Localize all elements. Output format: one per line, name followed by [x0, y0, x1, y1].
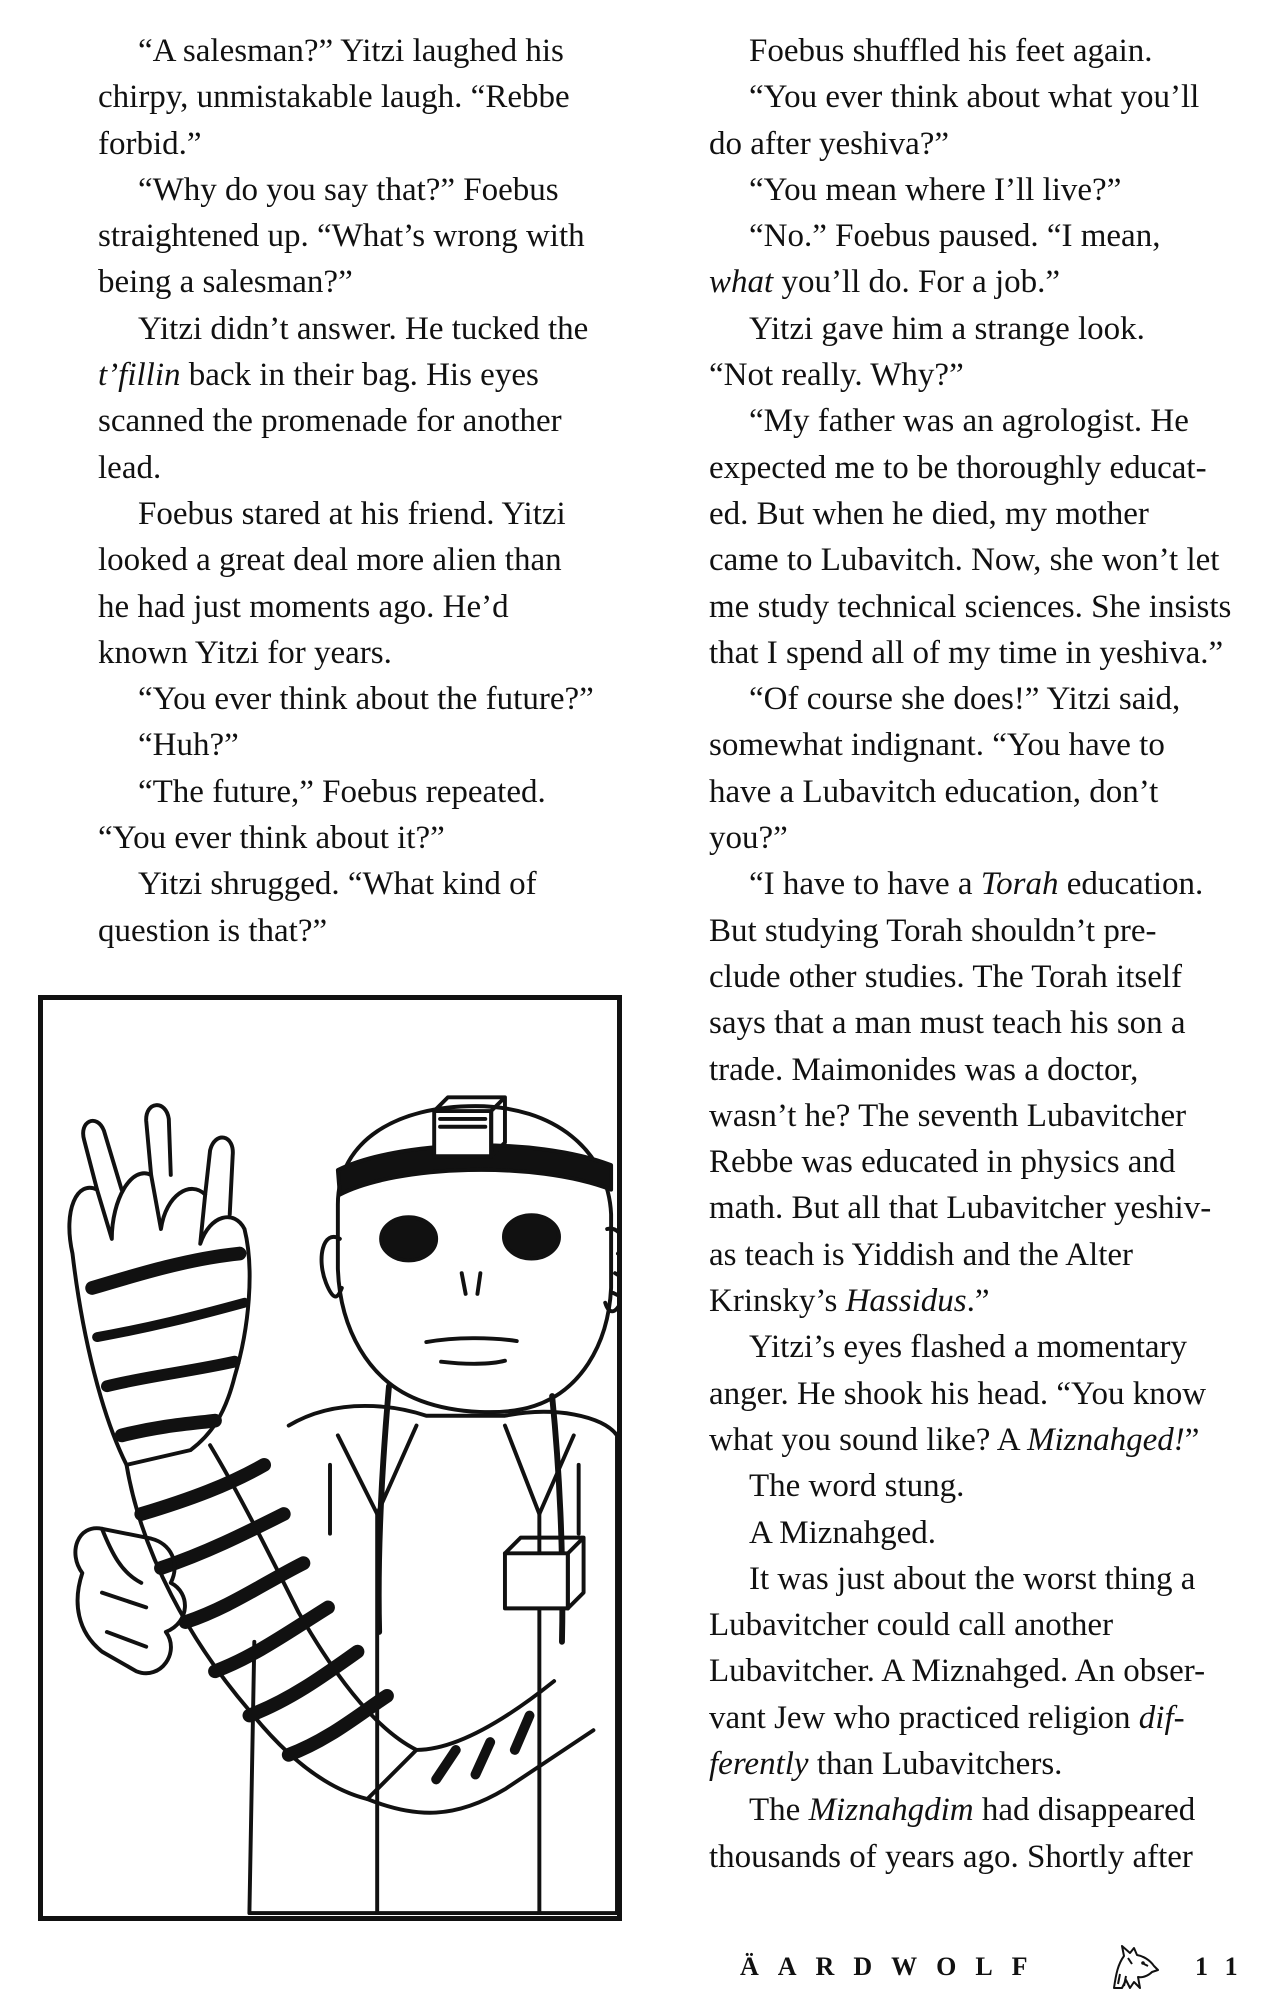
text-run: forbid.” — [98, 125, 202, 162]
text-run: “You ever think about it?” — [98, 820, 445, 857]
text-line — [709, 1463, 1249, 1509]
text-run: “The future,” Foebus repeated. — [138, 773, 546, 810]
arm-tefillin-box — [505, 1553, 568, 1608]
text-run: education. — [1058, 866, 1204, 903]
text-line — [709, 1371, 1249, 1417]
text-run: question is that?” — [98, 912, 328, 949]
text-line — [709, 861, 1249, 907]
text-run: Yitzi gave him a strange look. — [749, 310, 1145, 347]
text-run: “You mean where I’ll live?” — [749, 171, 1122, 208]
italic-text: ferently — [709, 1745, 809, 1782]
text-run: wasn’t he? The seventh Lubavitcher — [709, 1097, 1187, 1134]
text-line — [98, 584, 658, 630]
text-run: known Yitzi for years. — [98, 634, 392, 671]
text-line — [709, 1417, 1249, 1463]
text-line — [98, 74, 658, 120]
text-line — [709, 1510, 1249, 1556]
text-run: scanned the promenade for another — [98, 403, 562, 440]
text-run: being a salesman?” — [98, 264, 353, 301]
text-line — [98, 861, 658, 907]
text-run: A Miznahged. — [749, 1514, 936, 1551]
text-run: ed. But when he died, my mother — [709, 495, 1149, 532]
text-run: do after yeshiva?” — [709, 125, 950, 162]
text-run: trade. Maimonides was a doctor, — [709, 1051, 1139, 1088]
text-run: you?” — [709, 820, 788, 857]
text-line — [98, 445, 658, 491]
text-run: “Not really. Why?” — [709, 357, 964, 394]
text-line — [709, 676, 1249, 722]
text-run: clude other studies. The Torah itself — [709, 958, 1183, 995]
paragraph — [709, 1510, 1249, 1556]
paragraph — [709, 213, 1249, 306]
text-line — [709, 306, 1249, 352]
text-line — [709, 1741, 1249, 1787]
text-run: anger. He shook his head. “You know — [709, 1375, 1207, 1412]
paragraph — [709, 28, 1249, 74]
text-run: Yitzi shrugged. “What kind of — [138, 866, 537, 903]
text-line — [709, 584, 1249, 630]
paragraph — [709, 1463, 1249, 1509]
text-line — [98, 908, 658, 954]
page-footer — [740, 1944, 1270, 1994]
text-run: Foebus shuffled his feet again. — [749, 33, 1153, 69]
text-run: vant Jew who practiced religion — [709, 1699, 1139, 1736]
text-line — [709, 1139, 1249, 1185]
paragraph — [709, 861, 1249, 1324]
text-run: “I have to have a — [749, 866, 981, 903]
text-run: ” — [1184, 1421, 1200, 1458]
text-line — [709, 630, 1249, 676]
text-run: expected me to be thoroughly educat- — [709, 449, 1207, 486]
text-line — [709, 1232, 1249, 1278]
paragraph — [709, 676, 1249, 861]
text-line — [709, 167, 1249, 213]
magazine-title: ÄARDWOLF — [740, 1952, 1047, 1981]
text-line — [709, 213, 1249, 259]
text-line — [98, 259, 658, 305]
paragraph — [98, 769, 658, 862]
paragraph — [98, 28, 658, 167]
text-run: Foebus stared at his friend. Yitzi — [138, 495, 566, 532]
text-run: Lubavitcher could call another — [709, 1607, 1114, 1644]
text-run: Rebbe was educated in physics and — [709, 1144, 1176, 1181]
paragraph — [709, 74, 1249, 167]
italic-text: t’fillin — [98, 357, 181, 394]
text-line — [709, 722, 1249, 768]
paragraph — [709, 306, 1249, 399]
italic-text: Hassidus — [845, 1283, 967, 1320]
text-line — [709, 954, 1249, 1000]
text-line — [98, 722, 658, 768]
text-run: “You ever think about the future?” — [138, 681, 594, 718]
italic-text: what — [709, 264, 774, 301]
text-run: back in their bag. His eyes — [180, 357, 539, 394]
paragraph — [709, 1324, 1249, 1463]
text-run: lead. — [98, 449, 162, 486]
paragraph — [98, 306, 658, 491]
alien-mouth — [426, 1338, 516, 1342]
text-line — [709, 1648, 1249, 1694]
text-line — [98, 769, 658, 815]
text-run: chirpy, unmistakable laugh. “Rebbe — [98, 79, 570, 116]
text-line — [709, 398, 1249, 444]
text-run: what you sound like? A — [709, 1421, 1028, 1458]
italic-text: dif- — [1138, 1699, 1185, 1736]
text-line — [709, 445, 1249, 491]
text-line — [709, 537, 1249, 583]
text-line — [709, 1834, 1249, 1880]
italic-text: Miznahgdim — [808, 1792, 974, 1829]
text-run: math. But all that Lubavitcher yeshiv- — [709, 1190, 1212, 1227]
text-line — [98, 676, 658, 722]
text-line — [709, 1278, 1249, 1324]
text-run: Krinsky’s — [709, 1283, 846, 1320]
text-run: “Why do you say that?” Foebus — [138, 171, 559, 208]
text-line — [709, 1000, 1249, 1046]
text-line — [709, 908, 1249, 954]
text-run: “You ever think about what you’ll — [749, 79, 1200, 116]
text-line — [709, 1047, 1249, 1093]
text-run: But studying Torah shouldn’t pre- — [709, 912, 1157, 949]
text-run: straightened up. “What’s wrong with — [98, 218, 585, 255]
paragraph — [98, 167, 658, 306]
text-line — [709, 1602, 1249, 1648]
text-run: “My father was an agrologist. He — [749, 403, 1189, 440]
paragraph — [98, 491, 658, 676]
paragraph — [709, 398, 1249, 676]
text-line — [98, 213, 658, 259]
text-line — [709, 769, 1249, 815]
right-text-column — [709, 28, 1249, 1880]
illustration-panel — [38, 995, 622, 1921]
text-line — [709, 1093, 1249, 1139]
text-line — [98, 352, 658, 398]
page-number: 11 — [1195, 1952, 1256, 1981]
text-line — [709, 1787, 1249, 1833]
text-line — [98, 815, 658, 861]
text-line — [98, 537, 658, 583]
text-run: Lubavitcher. A Miznahged. An obser- — [709, 1653, 1206, 1690]
text-line — [98, 398, 658, 444]
alien-eye-right — [504, 1215, 559, 1258]
text-run: have a Lubavitch education, don’t — [709, 773, 1159, 810]
text-line — [709, 1185, 1249, 1231]
text-run: says that a man must teach his son a — [709, 1005, 1186, 1042]
text-line — [709, 352, 1249, 398]
wolf-head-icon — [1110, 1944, 1160, 1990]
text-line — [98, 630, 658, 676]
text-line — [709, 815, 1249, 861]
text-run: Yitzi didn’t answer. He tucked the — [138, 310, 589, 347]
text-line — [709, 1556, 1249, 1602]
text-run: came to Lubavitch. Now, she won’t let — [709, 542, 1220, 579]
paragraph — [709, 167, 1249, 213]
alien-eye-left — [381, 1217, 436, 1260]
text-run: “No.” Foebus paused. “I mean, — [749, 218, 1161, 255]
alien-tefillin-illustration — [43, 1000, 617, 1916]
text-run: looked a great deal more alien than — [98, 542, 562, 579]
text-line — [709, 121, 1249, 167]
paragraph — [98, 676, 658, 722]
text-run: thousands of years ago. Shortly after — [709, 1838, 1193, 1875]
paragraph — [709, 1556, 1249, 1787]
text-line — [709, 1324, 1249, 1370]
paragraph — [98, 722, 658, 768]
text-run: Yitzi’s eyes flashed a momentary — [749, 1329, 1188, 1366]
text-run: “Huh?” — [138, 727, 239, 764]
text-run: The — [749, 1792, 809, 1829]
text-line — [98, 491, 658, 537]
italic-text: Miznahged! — [1027, 1421, 1185, 1458]
text-run: had disappeared — [973, 1792, 1196, 1829]
paragraph — [709, 1787, 1249, 1880]
text-line — [98, 306, 658, 352]
text-run: .” — [966, 1283, 990, 1320]
text-run: as teach is Yiddish and the Alter — [709, 1236, 1134, 1273]
text-run: me study technical sciences. She insists — [709, 588, 1232, 625]
text-run: “A salesman?” Yitzi laughed his — [138, 33, 564, 69]
text-line — [98, 28, 658, 74]
paragraph — [98, 861, 658, 954]
text-line — [709, 1695, 1249, 1741]
text-run: somewhat indignant. “You have to — [709, 727, 1165, 764]
text-run: than Lubavitchers. — [808, 1745, 1063, 1782]
text-run: It was just about the worst thing a — [749, 1560, 1196, 1597]
left-text-column — [98, 28, 658, 954]
text-run: you’ll do. For a job.” — [773, 264, 1061, 301]
text-run: “Of course she does!” Yitzi said, — [749, 681, 1181, 718]
text-run: The word stung. — [749, 1468, 965, 1505]
text-line — [709, 259, 1249, 305]
text-run: that I spend all of my time in yeshiva.” — [709, 634, 1224, 671]
text-line — [98, 121, 658, 167]
italic-text: Torah — [980, 866, 1059, 903]
text-line — [709, 74, 1249, 120]
text-run: he had just moments ago. He’d — [98, 588, 509, 625]
text-line — [709, 28, 1249, 74]
text-line — [98, 167, 658, 213]
text-line — [709, 491, 1249, 537]
